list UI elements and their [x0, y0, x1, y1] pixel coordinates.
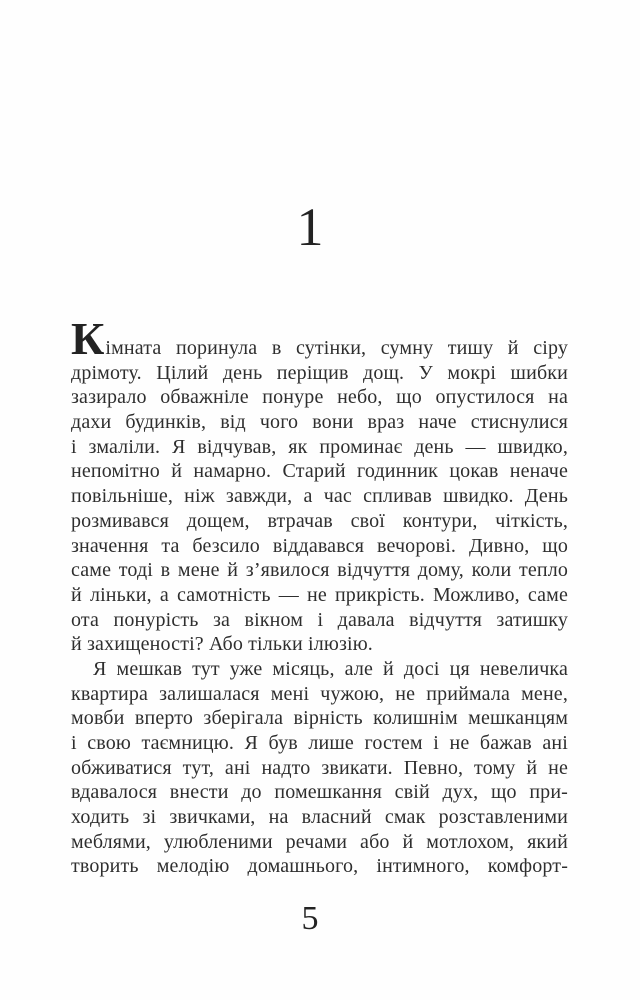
paragraph-1 [71, 361, 568, 657]
text-line: меблями, улюбленими речами або й мотлохом, який [71, 830, 568, 853]
text-line: дрімоту. Цілий день періщив дощ. У мокрі шибки [71, 361, 568, 384]
text-line: непомітно й намарно. Старий годинник цокав неначе [71, 460, 568, 483]
text-line: ходить зі звичками, на власний смак розставленими [71, 806, 568, 829]
first-line-text: імната поринула в сутінки, сумну тишу й сіру [105, 337, 568, 359]
text-line: повільніше, ніж завжди, а час спливав швидко. День [71, 485, 568, 508]
text-line: дахи будинків, від чого вони враз наче стиснулися [71, 411, 568, 434]
text-line: обживатися тут, ані надто звикати. Певно, тому й не [71, 756, 568, 779]
text-line: мовби вперто зберігала вірність колишнім мешканцям [71, 707, 568, 730]
chapter-number: 1 [296, 197, 324, 257]
text-line: ота понурість за вікном і давала відчуття затишку [71, 608, 568, 631]
text-line: і змаліли. Я відчував, як проминає день — швидко, [71, 435, 568, 458]
text-line: квартира залишалася мені чужою, не приймала мене, [71, 682, 568, 705]
text-line: й ліньки, а самотність — не прикрість. Можливо, саме [71, 583, 568, 606]
first-text-line [71, 313, 568, 364]
paragraph-2 [71, 657, 568, 879]
text-line: вдавалося внести до помешкання свій дух, що при- [71, 781, 568, 804]
text-line: саме тоді в мене й з’явилося відчуття дому, коли тепло [71, 559, 568, 582]
text-line: Я мешкав тут уже місяць, але й досі ця невеличка [93, 657, 568, 680]
text-line: і свою таємницю. Я був лише гостем і не бажав ані [71, 732, 568, 754]
text-line: значення та безсило віддавався вечорові. Дивно, що [71, 534, 568, 557]
text-line: зазирало обважніле понуре небо, що опустилося на [71, 386, 568, 409]
text-line: й захищеності? Або тільки ілюзію. [71, 633, 373, 656]
page-number: 5 [301, 900, 319, 937]
text-line: розмивався дощем, втрачав свої контури, чіткість, [71, 509, 568, 532]
body-text [71, 313, 568, 879]
drop-cap-initial: К [71, 313, 105, 364]
text-line: творить мелодію домашнього, інтимного, комфорт- [71, 855, 568, 878]
